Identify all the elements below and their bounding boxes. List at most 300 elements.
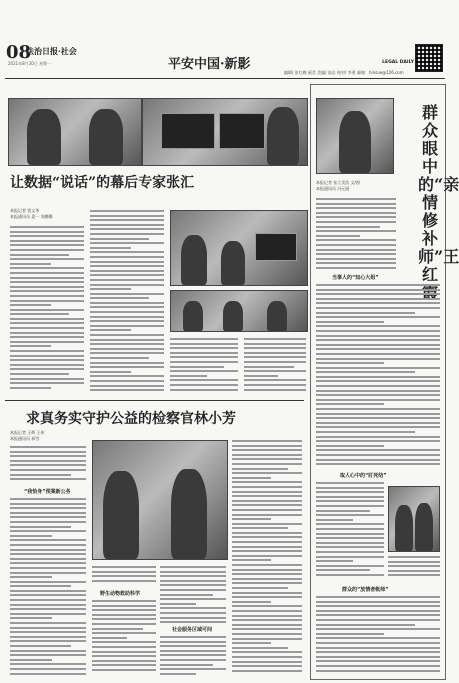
- text-line: [170, 370, 238, 372]
- text-line: [316, 399, 440, 401]
- text-line: [90, 238, 149, 240]
- text-line: [316, 574, 384, 576]
- text-line: [10, 507, 86, 509]
- text-line: [244, 338, 306, 340]
- text-line: [10, 309, 84, 311]
- text-line: [232, 592, 302, 594]
- text-line: [316, 496, 384, 498]
- text-line: [160, 664, 213, 666]
- text-line: [10, 535, 52, 537]
- text-line: [10, 576, 52, 578]
- text-line: [160, 641, 226, 643]
- text-line: [10, 295, 84, 297]
- text-line: [170, 347, 238, 349]
- text-line: [316, 330, 440, 332]
- text-line: [232, 472, 302, 474]
- text-line: [10, 277, 84, 279]
- text-line: [316, 226, 380, 228]
- text-line: [10, 549, 86, 551]
- text-line: [232, 665, 302, 667]
- text-line: [92, 669, 156, 671]
- text-line: [316, 624, 415, 626]
- text-line: [232, 500, 302, 502]
- text-line: [316, 514, 384, 516]
- text-line: [10, 382, 84, 384]
- text-line: [316, 325, 440, 327]
- text-line: [316, 380, 440, 382]
- article2-col4: [232, 440, 302, 678]
- text-line: [10, 645, 71, 647]
- text-line: [316, 284, 440, 286]
- text-line: [316, 482, 384, 484]
- text-line: [232, 541, 302, 543]
- text-line: [316, 394, 440, 396]
- text-line: [232, 550, 302, 552]
- issue-date: 2021年8月30日 星期一: [8, 61, 52, 66]
- monitors-photo: [142, 98, 308, 166]
- text-line: [316, 656, 440, 658]
- text-line: [316, 533, 384, 535]
- text-line: [316, 302, 440, 304]
- article-divider: [5, 400, 304, 401]
- text-line: [10, 272, 84, 274]
- text-line: [90, 215, 164, 217]
- text-line: [10, 530, 86, 532]
- text-line: [160, 598, 226, 600]
- text-line: [316, 500, 384, 502]
- text-line: [316, 546, 384, 548]
- article2-byline-correspondent: 本报通讯员 祁雪: [10, 436, 40, 441]
- article1-byline: [10, 208, 53, 220]
- text-line: [90, 288, 131, 290]
- text-line: [10, 446, 86, 448]
- text-line: [316, 339, 440, 341]
- editor-credits: 编辑/ 张红梅 函美 美编/ 高岩 校对/ 李勇 邮箱：hinsue@126.com: [284, 70, 404, 75]
- text-line: [316, 371, 415, 373]
- text-line: [90, 371, 131, 373]
- text-line: [10, 544, 86, 546]
- text-line: [10, 290, 84, 292]
- text-line: [90, 297, 149, 299]
- text-line: [160, 612, 226, 614]
- text-line: [232, 573, 302, 575]
- text-line: [316, 551, 384, 553]
- text-line: [316, 633, 384, 635]
- text-line: [10, 478, 86, 480]
- text-line: [10, 622, 86, 624]
- text-line: [160, 617, 226, 619]
- text-line: [232, 463, 302, 465]
- text-line: [160, 603, 196, 605]
- text-line: [316, 505, 384, 507]
- text-line: [92, 651, 156, 653]
- text-line: [232, 628, 302, 630]
- text-line: [10, 617, 52, 619]
- text-line: [10, 460, 86, 462]
- text-line: [10, 668, 86, 670]
- text-line: [170, 343, 238, 345]
- text-line: [10, 235, 84, 237]
- article1-col1: [10, 226, 84, 394]
- text-line: [232, 647, 288, 649]
- article1-headline: 让数据“说话”的幕后专家张汇: [10, 175, 195, 191]
- text-line: [170, 366, 224, 368]
- text-line: [316, 212, 396, 214]
- text-line: [90, 375, 164, 377]
- text-line: [160, 659, 226, 661]
- article3-subhead1: 当事人的“知心大姐”: [332, 275, 379, 281]
- text-line: [90, 251, 164, 253]
- text-line: [10, 355, 84, 357]
- article2-headline: 求真务实守护公益的检察官林小芳: [26, 411, 236, 427]
- text-line: [90, 389, 164, 391]
- text-line: [160, 575, 226, 577]
- text-line: [10, 663, 86, 665]
- text-line: [316, 491, 384, 493]
- text-line: [316, 487, 384, 489]
- text-line: [92, 641, 156, 643]
- text-line: [232, 587, 288, 589]
- text-line: [10, 604, 86, 606]
- text-line: [10, 526, 71, 528]
- text-line: [90, 357, 149, 359]
- text-line: [10, 585, 71, 587]
- text-line: [232, 546, 302, 548]
- text-line: [10, 659, 52, 661]
- text-line: [10, 498, 86, 500]
- text-line: [316, 417, 440, 419]
- text-line: [10, 455, 86, 457]
- article1-col3: [170, 338, 238, 394]
- text-line: [10, 562, 86, 564]
- text-line: [316, 459, 440, 461]
- text-line: [10, 327, 84, 329]
- text-line: [10, 286, 84, 288]
- text-line: [316, 262, 396, 264]
- text-line: [10, 451, 86, 453]
- text-line: [316, 614, 440, 616]
- meeting-photo: [170, 290, 308, 332]
- text-line: [92, 623, 156, 625]
- text-line: [232, 555, 302, 557]
- text-line: [90, 284, 164, 286]
- text-line: [92, 600, 156, 602]
- text-line: [232, 642, 271, 644]
- text-line: [244, 343, 306, 345]
- text-line: [90, 362, 164, 364]
- text-line: [316, 601, 440, 603]
- text-line: [316, 449, 440, 451]
- article2-subhead3: 社会服务区域可间: [172, 627, 213, 633]
- article1-byline-correspondent: 本报通讯员 姜一 刘娜娜: [10, 214, 53, 219]
- text-line: [10, 521, 86, 523]
- text-line: [160, 650, 226, 652]
- text-line: [316, 235, 360, 237]
- article3-subhead2: 取人心中的“盯死结”: [340, 473, 387, 479]
- article3-col4: [316, 596, 440, 676]
- text-line: [316, 321, 384, 323]
- text-line: [170, 375, 207, 377]
- text-line: [92, 571, 156, 573]
- text-line: [92, 580, 156, 582]
- text-line: [244, 356, 306, 358]
- text-line: [92, 618, 156, 620]
- text-line: [232, 491, 302, 493]
- text-line: [92, 575, 156, 577]
- text-line: [388, 570, 440, 572]
- text-line: [232, 661, 302, 663]
- text-line: [160, 566, 226, 568]
- text-line: [316, 353, 440, 355]
- text-line: [316, 660, 440, 662]
- text-line: [232, 670, 302, 672]
- legal-daily-label: LEGAL DAILY: [382, 60, 414, 65]
- text-line: [232, 536, 302, 538]
- text-line: [244, 389, 306, 391]
- text-line: [90, 242, 164, 244]
- text-line: [10, 631, 86, 633]
- text-line: [232, 633, 302, 635]
- text-line: [316, 239, 396, 241]
- article2-byline-reporter: 本报记者 王辉 王伟: [10, 430, 45, 435]
- text-line: [160, 654, 226, 656]
- text-line: [90, 219, 164, 221]
- text-line: [316, 230, 396, 232]
- text-line: [232, 440, 302, 442]
- text-line: [90, 380, 164, 382]
- text-line: [10, 359, 84, 361]
- text-line: [232, 468, 288, 470]
- article3-col1a: [316, 198, 396, 272]
- prosecutor-photo: [92, 440, 228, 560]
- text-line: [316, 619, 440, 621]
- text-line: [244, 384, 306, 386]
- text-line: [90, 329, 131, 331]
- text-line: [10, 464, 86, 466]
- paper-name: 法治日报·社会: [26, 46, 77, 56]
- text-line: [316, 422, 440, 424]
- text-line: [316, 569, 370, 571]
- text-line: [10, 558, 86, 560]
- text-line: [10, 322, 84, 324]
- text-line: [232, 518, 271, 520]
- text-line: [90, 279, 164, 281]
- text-line: [10, 378, 84, 380]
- text-line: [316, 426, 440, 428]
- text-line: [232, 445, 302, 447]
- text-line: [232, 514, 302, 516]
- text-line: [10, 336, 84, 338]
- text-line: [170, 384, 238, 386]
- text-line: [10, 474, 71, 476]
- text-line: [316, 610, 440, 612]
- article2-col3a: [160, 566, 226, 626]
- text-line: [316, 670, 440, 672]
- article3-byline-reporter: 本报记者 张立美浩 文/图: [316, 180, 360, 185]
- text-line: [316, 312, 415, 314]
- text-line: [10, 599, 86, 601]
- text-line: [232, 564, 302, 566]
- text-line: [10, 581, 86, 583]
- article2-col2a: [92, 566, 156, 588]
- text-line: [90, 306, 164, 308]
- text-line: [10, 567, 86, 569]
- article1-col2: [90, 210, 164, 394]
- text-line: [232, 486, 302, 488]
- text-line: [388, 561, 440, 563]
- text-line: [10, 281, 84, 283]
- text-line: [10, 512, 86, 514]
- text-line: [90, 339, 164, 341]
- section-title: [168, 53, 251, 72]
- text-line: [388, 556, 440, 558]
- text-line: [10, 226, 84, 228]
- text-line: [90, 233, 164, 235]
- text-line: [10, 590, 86, 592]
- text-line: [170, 356, 238, 358]
- text-line: [92, 637, 127, 639]
- text-line: [10, 332, 84, 334]
- text-line: [160, 584, 226, 586]
- text-line: [316, 560, 353, 562]
- text-line: [170, 389, 238, 391]
- text-line: [316, 198, 396, 200]
- text-line: [160, 594, 213, 596]
- text-line: [244, 370, 306, 372]
- text-line: [316, 454, 440, 456]
- text-line: [10, 364, 84, 366]
- text-line: [10, 594, 86, 596]
- text-line: [170, 338, 238, 340]
- text-line: [232, 615, 302, 617]
- text-line: [160, 589, 226, 591]
- text-line: [316, 431, 415, 433]
- article3-col3: [388, 556, 440, 582]
- text-line: [316, 537, 384, 539]
- text-line: [316, 258, 396, 260]
- text-line: [10, 254, 69, 256]
- text-line: [90, 366, 164, 368]
- text-line: [316, 298, 440, 300]
- text-line: [90, 343, 164, 345]
- text-line: [316, 651, 440, 653]
- text-line: [90, 274, 164, 276]
- text-line: [244, 352, 306, 354]
- text-line: [232, 656, 302, 658]
- text-line: [244, 366, 294, 368]
- text-line: [316, 216, 396, 218]
- text-line: [10, 469, 86, 471]
- text-line: [92, 660, 156, 662]
- text-line: [10, 341, 84, 343]
- text-line: [92, 609, 156, 611]
- text-line: [316, 390, 440, 392]
- text-line: [232, 477, 271, 479]
- text-line: [232, 449, 302, 451]
- text-line: [316, 647, 440, 649]
- text-line: [316, 565, 384, 567]
- article3-col1b: [316, 284, 440, 470]
- text-line: [316, 358, 440, 360]
- text-line: [316, 293, 440, 295]
- text-line: [10, 345, 51, 347]
- text-line: [10, 373, 69, 375]
- text-line: [316, 253, 396, 255]
- text-line: [316, 316, 440, 318]
- text-line: [170, 352, 238, 354]
- text-line: [10, 244, 84, 246]
- text-line: [90, 348, 164, 350]
- qr-code: [415, 44, 443, 72]
- text-line: [10, 267, 84, 269]
- text-line: [232, 458, 302, 460]
- text-line: [92, 655, 156, 657]
- text-line: [316, 637, 440, 639]
- text-line: [160, 636, 226, 638]
- text-line: [316, 440, 440, 442]
- text-line: [316, 348, 440, 350]
- text-line: [232, 651, 302, 653]
- text-line: [316, 267, 396, 269]
- text-line: [90, 302, 164, 304]
- officers-photo: [8, 98, 142, 166]
- text-line: [10, 636, 86, 638]
- text-line: [316, 335, 440, 337]
- text-line: [232, 527, 288, 529]
- text-line: [160, 673, 196, 675]
- text-line: [90, 224, 164, 226]
- text-line: [316, 519, 353, 521]
- text-line: [90, 316, 164, 318]
- text-line: [316, 403, 384, 405]
- text-line: [10, 627, 86, 629]
- article1-byline-reporter: 本报记者 贾文华: [10, 208, 40, 213]
- text-line: [232, 624, 302, 626]
- text-line: [10, 304, 51, 306]
- text-line: [10, 300, 84, 302]
- text-line: [92, 605, 156, 607]
- article3-byline: [316, 180, 360, 192]
- text-line: [10, 258, 84, 260]
- text-line: [160, 571, 226, 573]
- mediation-photo: [388, 486, 440, 552]
- text-line: [170, 379, 238, 381]
- text-line: [388, 574, 440, 576]
- text-line: [92, 664, 156, 666]
- text-line: [232, 605, 302, 607]
- text-line: [10, 654, 86, 656]
- text-line: [10, 613, 86, 615]
- text-line: [316, 221, 396, 223]
- text-line: [316, 376, 440, 378]
- article3-col2: [316, 482, 384, 582]
- text-line: [316, 249, 396, 251]
- text-line: [316, 445, 384, 447]
- text-line: [244, 375, 278, 377]
- text-line: [10, 313, 69, 315]
- text-line: [232, 610, 302, 612]
- text-line: [10, 516, 86, 518]
- text-line: [316, 244, 396, 246]
- text-line: [10, 650, 86, 652]
- text-line: [316, 628, 440, 630]
- text-line: [92, 646, 156, 648]
- article2-col3b: [160, 636, 226, 678]
- text-line: [160, 621, 226, 623]
- text-line: [316, 307, 440, 309]
- page-number: 08: [6, 42, 32, 63]
- text-line: [244, 379, 306, 381]
